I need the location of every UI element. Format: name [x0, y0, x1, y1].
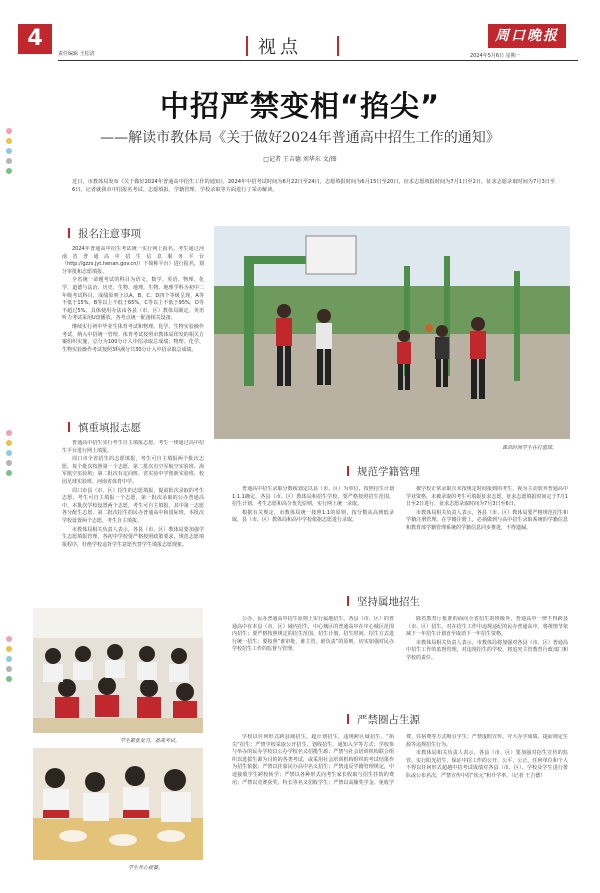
- section-title-student-poaching: 严禁圈占生源: [357, 714, 420, 726]
- paragraph: 周口市县（市、区）招生的志愿填报，提前批次录取的考生志愿，考生可自主填报一个志愿，第一批次录取的公办普通高中，本批次学校设置两个志愿，考生可自主填报，其中第一志愿各分配生志愿，第二批次招生的民办普通高中和国际班，本批次学校设置两个志愿，考生自主填报。: [62, 487, 204, 524]
- paragraph: 公办、民办普通高中招生原则上实行属地招生。各县（市、区）的普通高中在本县（市、区）域内招生，中心城区的普通高中在中心城区范围内招生；要严格按照规定的招生范围、招生计划、招生时间、招生方式进行统一招生；要按照“谁审批、谁主管、谁负责”的原则，切实加强对民办学校招生工作的监督与管理。: [232, 616, 394, 653]
- paragraph: 市教体局相关负责人表示，各县（市、区）教体局要加强学生志愿填报管理，各初中学校要严格按照政策要求，规范志愿填报程序，杜绝学校违背学生意愿代替学生填报志愿现象。: [62, 526, 204, 548]
- editors-line: 责任编辑 王松清: [58, 51, 95, 57]
- paragraph: 被学校正常录取且未按规定时间报到的考生，视为主动放弃普通高中学业资格。未被录取的考生可填报征求志愿，征求志愿填报时间定于7月1日至2日进行，征求志愿录取时间为7月3日至6日。: [406, 486, 568, 508]
- paragraph: 市教体局相关负责人表示，各县（市、区）教体局要严格规范招生和学籍注册管理。在学籍注册上，必须做到与高中招生录取系统的学籍信息和教育部学籍管理系统的学籍信息同步推进，不得遗漏。: [406, 509, 568, 531]
- paragraph: 周口市全省招生的志愿填报，考生可自主填报两个批次志愿，每个批次按照第一个志愿、第二批次有空军航空实验班、海军航空实验班；第二批次有定向班、省实验中学创新实验班、校园足球实验班、河南省体育中学。: [62, 456, 204, 485]
- page-number: 4: [18, 24, 52, 54]
- section-name: 视点: [258, 37, 302, 58]
- paragraph: 除省教育厅批准的面向全省招生的班级外，普通高中一律不得跨县（市、区）招生。对在招生工作中违规违纪的民办普通高中，将视情节依减下一年招生计划直至取消下一年招生资格。: [406, 616, 568, 638]
- section-body-local-enrollment: [232, 616, 568, 708]
- section-title-local-enrollment: 坚持属地招生: [357, 596, 420, 608]
- article-byline: □记者 王吉德 刘华东 文/图: [263, 156, 337, 163]
- section-bar-left: [246, 36, 248, 56]
- side-dots-bottom: [6, 636, 12, 686]
- paragraph: 学校以任何形式跨县域招生，超计划招生，违规跨区域招生、“掐尖”招生；严禁学校采取公开招生、划线招生、通知入学等方式；学校参与举办的民办学校以公办学校名义招揽生源；严禁与社会培训机构联合组织以选拔生源为目的的各类考试，或采用社会培训机构组织的考试结果作为招生依据；严禁以挂靠民办高中名义招生；严禁违反学籍管理规定，中途接收学生跨校转学；严禁以各种形式向考生家长收取与招生挂钩的费用；严禁以竞赛获奖、特长等名义招收学生；严禁以高额奖学金、免收学费、住宿费等方式吸引学生；严禁虚假宣传、夸大办学成绩、提前锁定生源等违规招生行为。: [232, 734, 568, 786]
- section-title-application: 慎重填报志愿: [78, 422, 141, 434]
- photo-caption-basketball: 课余时间学生在打篮球。: [502, 445, 558, 451]
- photo-caption-dining: 学生开心就餐。: [128, 865, 164, 871]
- paragraph: 根据有关规定，市教体局统一按照1:1的原则，按分数从高到低录取，县（市、区）教体局和高中学校依据志愿进行录取。: [232, 509, 394, 524]
- students-playing-basketball-photo: [214, 226, 570, 439]
- section-body-registration: [62, 246, 204, 416]
- issue-date: 2024年5月6日 星期一: [470, 53, 521, 59]
- students-dining-photo: [33, 748, 203, 860]
- paragraph: 普通高中招生实行考生自主填报志愿，考生一律通过高中招生平台进行网上填报。: [62, 440, 204, 454]
- paragraph: 2024年普通高中招生考试统一实行网上报名。考生通过河南省普通高中招生信息服务平台（http://gzzs.jyt.henan.gov.cn/）下简称平台）进行报名，划分审批和志愿填报。: [62, 246, 204, 275]
- students-studying-photo: [33, 608, 203, 733]
- article-headline: 中招严禁变相“掐尖”: [159, 89, 441, 123]
- paragraph: 市教体局相关负责人表示，各县（市、区）要加强对招生宣传的监管，实行阳光招生，保证中招工作的公开、公平、公正。任何单位和个人不得以任何形式超越中招考试成绩对各县（市、区）、学校及学生进行排队或公布名次，严禁宣传中招“状元”和升学率。（记者 王吉德）: [406, 750, 568, 779]
- page-header: [0, 0, 600, 72]
- header-rule: [58, 60, 578, 61]
- paragraph: 普通高中招生录取分数线划定以县（市、区）为单位，按照招生计划1:1.1确定。各县（市、区）教体局和招生学校，要严格按照招生范围、招生计划、考生志愿和高分优先原则，实行网上统一录取。: [232, 486, 394, 508]
- section-title-registration: 报名注意事项: [78, 228, 141, 240]
- section-body-application: [62, 440, 204, 598]
- newspaper-logo: 周口晚报: [488, 24, 566, 48]
- section-body-enrollment: [232, 486, 568, 580]
- paragraph: 继续实行初中毕业生体育考试和物理、化学、生物实验操作考试，纳入中招统一管理。体育考试按照市教体局印发的相关方案组织实施，总分为100分计入中招录取总成绩；物理、化学、生物实验操作考试按照3科满分共30分计入中招录取总成绩。: [62, 323, 204, 353]
- section-title-enrollment: 规范学籍管理: [357, 466, 420, 478]
- section-bar-right: [337, 36, 339, 56]
- paragraph: 市教体局相关负责人表示，市教体局将加强对各县（市、区）普通高中招生工作的监督管理，对违规招生的学校，将追究主管教育行政部门和学校的责任。: [406, 639, 568, 661]
- side-dots-middle: [6, 430, 12, 480]
- article-lead: 近日，市教体局发布《关于做好2024年普通高中招生工作的通知》。2024年中招考试时间为6月22日至24日，志愿填报时间为6月15日至20日，征求志愿填报时间为7月1日至2日，征求志愿录取时间为7月3日至6日。记者就我市中招报名考试、志愿填报、学籍管理、学校录取等方面进行了采访解读。: [72, 179, 556, 194]
- photo-caption-studying: 学生紧张复习，备战考试。: [120, 738, 181, 744]
- article-subhead: ——解读市教体局《关于做好2024年普通高中招生工作的通知》: [100, 130, 500, 146]
- paragraph: 全省统一命题考试的科目为语文、数学、英语、物理、化学、道德与法治、历史、生物、地理。生物、地理学科为初中二年级考试科目，成绩原则上以A、B、C、D四个等级呈现，A等不低于15%，B等以上不低于65%，C等以上不低于95%，D等不超过5%，具体使用办法由各县（市、区）教体局制定。英语听力考试采用U盘播放，各考点统一配备相关设备。: [62, 277, 204, 322]
- section-body-student-poaching: [232, 734, 568, 872]
